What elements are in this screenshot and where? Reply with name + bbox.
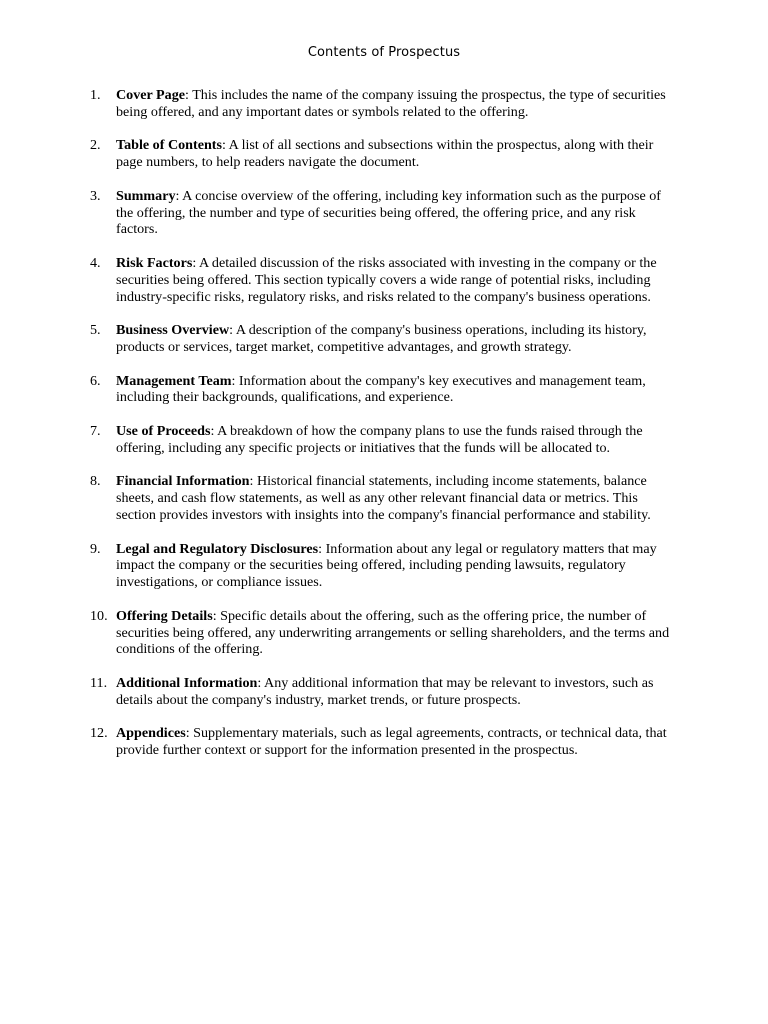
item-number: 2. bbox=[90, 137, 101, 154]
item-number: 7. bbox=[90, 422, 101, 439]
item-description: : Information about the company's key executives and management team, including their backgrounds, qualifications, and experience. bbox=[116, 372, 646, 406]
list-item-table-of-contents bbox=[90, 137, 680, 171]
item-description: : Historical financial statements, including income statements, balance sheets, and cash flow statements, as well as any other relevant financial data or metrics. This section provides investors with insights into the company's financial performance and stability. bbox=[116, 473, 651, 523]
item-description: : A description of the company's business operations, including its history, products or services, target market, competitive advantages, and growth strategy. bbox=[116, 322, 647, 355]
list-item-use-of-proceeds bbox=[90, 423, 680, 457]
item-term: Management Team bbox=[116, 372, 232, 389]
item-term: Legal and Regulatory Disclosures bbox=[116, 540, 319, 557]
item-description: : This includes the name of the company issuing the prospectus, the type of securities being offered, and any important dates or symbols related to the offering. bbox=[116, 87, 666, 120]
item-term: Additional Information bbox=[116, 674, 258, 691]
list-item-offering-details bbox=[90, 608, 680, 658]
item-term: Risk Factors bbox=[116, 254, 193, 271]
list-item-summary bbox=[90, 188, 680, 238]
item-number: 1. bbox=[90, 87, 101, 103]
item-term: Business Overview bbox=[116, 322, 230, 339]
item-term: Table of Contents bbox=[116, 137, 222, 154]
item-description: : Specific details about the offering, such as the offering price, the number of securities being offered, any underwriting arrangements or selling shareholders, and the terms and conditions of the offering. bbox=[116, 607, 670, 658]
item-number: 6. bbox=[90, 372, 101, 389]
item-number: 10. bbox=[90, 607, 108, 624]
item-number: 8. bbox=[90, 473, 101, 490]
item-description: : A detailed discussion of the risks associated with investing in the company or the securities being offered. This section typically covers a wide range of potential risks, including industry-specific risks, regulatory risks, and risks related to the company's business operations. bbox=[116, 254, 657, 305]
list-item-risk-factors bbox=[90, 255, 680, 305]
list-item-management-team bbox=[90, 373, 680, 407]
list-item-legal-regulatory-disclosures bbox=[90, 541, 680, 591]
item-description: : A list of all sections and subsections within the prospectus, along with their page numbers, to help readers navigate the document. bbox=[116, 137, 654, 171]
item-number: 12. bbox=[90, 725, 108, 742]
item-term: Cover Page bbox=[116, 87, 186, 103]
item-description: : A concise overview of the offering, including key information such as the purpose of the offering, the number and type of securities being offered, the offering price, and any risk factors. bbox=[116, 187, 661, 238]
item-description: : A breakdown of how the company plans to use the funds raised through the offering, including any specific projects or initiatives that the funds will be allocated to. bbox=[116, 422, 643, 456]
item-description: : Any additional information that may be relevant to investors, such as details about the company's industry, market trends, or future prospects. bbox=[116, 674, 654, 708]
list-item-cover-page bbox=[90, 87, 680, 121]
item-term: Summary bbox=[116, 187, 176, 204]
item-number: 3. bbox=[90, 187, 101, 204]
item-number: 11. bbox=[90, 674, 108, 691]
document-title: Contents of Prospectus bbox=[307, 45, 461, 60]
list-item-additional-information bbox=[90, 675, 680, 709]
prospectus-contents-list bbox=[90, 87, 680, 776]
item-term: Offering Details bbox=[116, 607, 213, 624]
item-description: : Information about any legal or regulatory matters that may impact the company or the securities being offered, including pending lawsuits, regulatory investigations, or compliance issues. bbox=[116, 540, 657, 591]
item-number: 9. bbox=[90, 540, 101, 557]
item-term: Appendices bbox=[116, 725, 186, 742]
list-item-appendices bbox=[90, 725, 680, 759]
item-term: Financial Information bbox=[116, 473, 250, 490]
item-term: Use of Proceeds bbox=[116, 422, 211, 439]
item-number: 4. bbox=[90, 254, 101, 271]
list-item-financial-information bbox=[90, 473, 680, 523]
item-description: : Supplementary materials, such as legal agreements, contracts, or technical data, that provide further context or support for the information presented in the prospectus. bbox=[116, 725, 667, 759]
item-number: 5. bbox=[90, 322, 101, 339]
list-item-business-overview bbox=[90, 322, 680, 356]
